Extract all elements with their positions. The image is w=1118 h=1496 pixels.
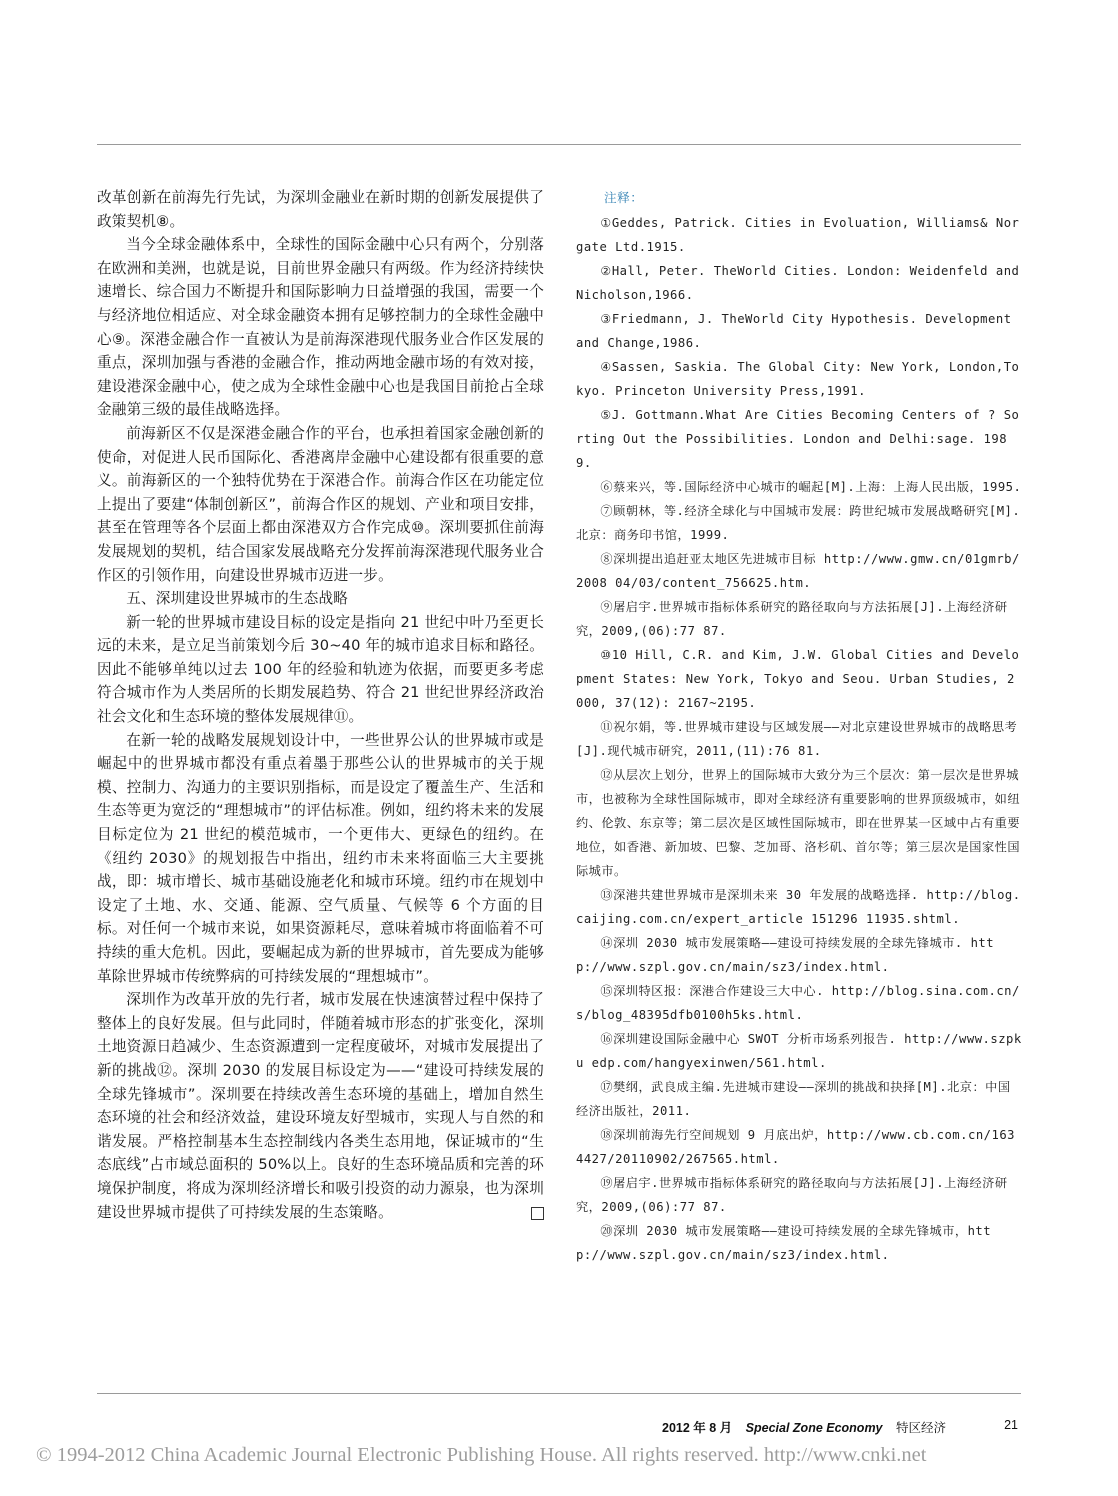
note-item: ⑦顾朝林，等.经济全球化与中国城市发展：跨世纪城市发展战略研究[M].北京：商务印书馆，1999. — [576, 504, 1021, 542]
end-of-article-mark — [531, 1207, 544, 1220]
note-item: ⑬深港共建世界城市是深圳未来 30 年发展的战略选择. http://blog.caijing.com.cn/expert_article 151296 11935.shtml. — [576, 888, 1021, 926]
page-number: 21 — [1004, 1418, 1018, 1432]
issue-date: 2012 年 8 月 — [662, 1421, 733, 1435]
paragraph-6-text: 深圳作为改革开放的先行者，城市发展在快速演替过程中保持了整体上的良好发展。但与此同时，伴随着城市形态的扩张变化，深圳土地资源日趋减少、生态资源遭到一定程度破坏，对城市发展提出了新的挑战⑫。深圳 2030 的发展目标设定为——“建设可持续发展的全球先锋城市”。深圳要在持续改善生态环境的基础上，增加自然生态环境的社会和经济效益，建设环境友好型城市，实现人与自然的和谐发展。严格控制基本生态控制线内各类生态用地，保证城市的“生态底线”占市域总面积的 50%以上。良好的生态环境品质和完善的环境保护制度，将成为深圳经济增长和吸引投资的动力源泉，也为深圳建设世界城市提供了可持续发展的生态策略。 — [97, 991, 544, 1221]
note-item: ⑯深圳建设国际金融中心 SWOT 分析市场系列报告. http://www.szpku edp.com/hangyexinwen/561.html. — [576, 1032, 1022, 1070]
section-heading: 五、深圳建设世界城市的生态战略 — [126, 590, 349, 608]
page-footer — [662, 1418, 1022, 1440]
paragraph-2: 当今全球金融体系中，全球性的国际金融中心只有两个，分别落在欧洲和美洲，也就是说，目前世界金融只有两级。作为经济持续快速增长、综合国力不断提升和国际影响力日益增强的我国，需要一个与经济地位相适应、对全球金融资本拥有足够控制力的全球性金融中心⑨。深港金融合作一直被认为是前海深港现代服务业合作区发展的重点，深圳加强与香港的金融合作，推动两地金融市场的有效对接，建设港深金融中心，使之成为全球性金融中心也是我国目前抢占全球金融第三级的最佳战略选择。 — [97, 236, 544, 419]
article-body — [97, 186, 544, 1224]
paragraph-1: 改革创新在前海先行先试，为深圳金融业在新时期的创新发展提供了政策契机⑧。 — [97, 189, 544, 230]
note-item: ⑰樊纲，武良成主编.先进城市建设——深圳的挑战和抉择[M].北京：中国经济出版社，2011. — [576, 1080, 1011, 1118]
copyright-watermark: © 1994-2012 China Academic Journal Electronic Publishing House. All rights reserved. http://www.cnki.net — [36, 1444, 927, 1466]
header-rule — [97, 144, 1021, 145]
note-item: ⑲屠启宇.世界城市指标体系研究的路径取向与方法拓展[J].上海经济研究，2009,(06):77 87. — [576, 1176, 1008, 1214]
magazine-name-cn: 特区经济 — [896, 1421, 947, 1435]
note-item: ③Friedmann, J. TheWorld City Hypothesis. Development and Change,1986. — [576, 312, 1012, 350]
footer-rule — [97, 1393, 1021, 1394]
paragraph-5: 在新一轮的战略发展规划设计中，一些世界公认的世界城市或是崛起中的世界城市都没有重点着墨于那些公认的世界城市的关于规模、控制力、沟通力的主要识别指标，而是设定了覆盖生产、生活和生态等更为宽泛的“理想城市”的评估标准。例如，纽约将未来的发展目标定位为 21 世纪的模范城市，一个更伟大、更绿色的纽约。在《纽约 2030》的规划报告中指出，纽约市未来将面临三大主要挑战，即：城市增长、城市基础设施老化和城市环境。纽约市在规划中设定了土地、水、交通、能源、空气质量、气候等 6 个方面的目标。对任何一个城市来说，如果资源耗尽，意味着城市将面临着不可持续的重大危机。因此，要崛起成为新的世界城市，首先要成为能够革除世界城市传统弊病的可持续发展的“理想城市”。 — [97, 731, 544, 985]
note-item: ⑪祝尔娟，等.世界城市建设与区域发展——对北京建设世界城市的战略思考[J].现代城市研究，2011,(11):76 81. — [576, 720, 1018, 758]
note-item: ④Sassen, Saskia. The Global City: New York, London,Tokyo. Princeton University Press,1991. — [576, 360, 1020, 398]
note-item: ⑳深圳 2030 城市发展策略——建设可持续发展的全球先锋城市，http://www.szpl.gov.cn/main/sz3/index.html. — [576, 1224, 992, 1262]
notes-section — [576, 186, 1022, 1267]
note-item: ②Hall, Peter. TheWorld Cities. London: Weidenfeld and Nicholson,1966. — [576, 264, 1020, 302]
paragraph-4: 新一轮的世界城市建设目标的设定是指向 21 世纪中叶乃至更长远的未来，是立足当前策划今后 30~40 年的城市追求目标和路径。因此不能够单纯以过去 100 年的经验和轨迹为依据，而要更多考虑符合城市作为人类居所的长期发展趋势、符合 21 世纪世界经济政治社会文化和生态环境的整体发展规律⑪。 — [97, 613, 544, 726]
note-item: ⑨屠启宇.世界城市指标体系研究的路径取向与方法拓展[J].上海经济研究，2009,(06):77 87. — [576, 600, 1008, 638]
note-item: ⑩10 Hill, C.R. and Kim, J.W. Global Cities and Development States: New York, Tokyo and Seou. Urban Studies, 2000, 37(12): 2167~2195. — [576, 648, 1020, 710]
note-item: ⑫从层次上划分，世界上的国际城市大致分为三个层次：第一层次是世界城市，也被称为全球性国际城市，即对全球经济有重要影响的世界顶级城市，如纽约、伦敦、东京等；第二层次是区域性国际城市，即在世界某一区域中占有重要地位，如香港、新加坡、巴黎、芝加哥、洛杉矶、首尔等；第三层次是国家性国际城市。 — [576, 768, 1021, 878]
notes-title: 注释： — [604, 190, 644, 205]
note-item: ⑤J. Gottmann.What Are Cities Becoming Centers of ? Sorting Out the Possibilities. London and Delhi:sage. 1989. — [576, 408, 1020, 470]
note-item: ⑥蔡来兴，等.国际经济中心城市的崛起[M].上海：上海人民出版，1995. — [600, 480, 1022, 494]
note-item: ①Geddes, Patrick. Cities in Evoluation, Williams& Norgate Ltd.1915. — [576, 216, 1020, 254]
note-item: ⑱深圳前海先行空间规划 9 月底出炉，http://www.cb.com.cn/1634427/20110902/267565.html. — [576, 1128, 1016, 1166]
paragraph-3: 前海新区不仅是深港金融合作的平台，也承担着国家金融创新的使命，对促进人民币国际化、香港离岸金融中心建设都有很重要的意义。前海新区的一个独特优势在于深港合作。前海合作区在功能定位上提出了要建“体制创新区”，前海合作区的规划、产业和项目安排，甚至在管理等各个层面上都由深港双方合作完成⑩。深圳要抓住前海发展规划的契机，结合国家发展战略充分发挥前海深港现代服务业合作区的引领作用，向建设世界城市迈进一步。 — [97, 424, 544, 584]
magazine-name-en: Special Zone Economy — [745, 1421, 883, 1435]
note-item: ⑮深圳特区报：深港合作建设三大中心. http://blog.sina.com.cn/s/blog_48395dfb0100h5ks.html. — [576, 984, 1020, 1022]
note-item: ⑧深圳提出追赶亚太地区先进城市目标 http://www.gmw.cn/01gmrb/2008 04/03/content_756625.htm. — [576, 552, 1020, 590]
note-item: ⑭深圳 2030 城市发展策略——建设可持续发展的全球先锋城市. http://www.szpl.gov.cn/main/sz3/index.html. — [576, 936, 995, 974]
paragraph-6 — [97, 988, 544, 1224]
